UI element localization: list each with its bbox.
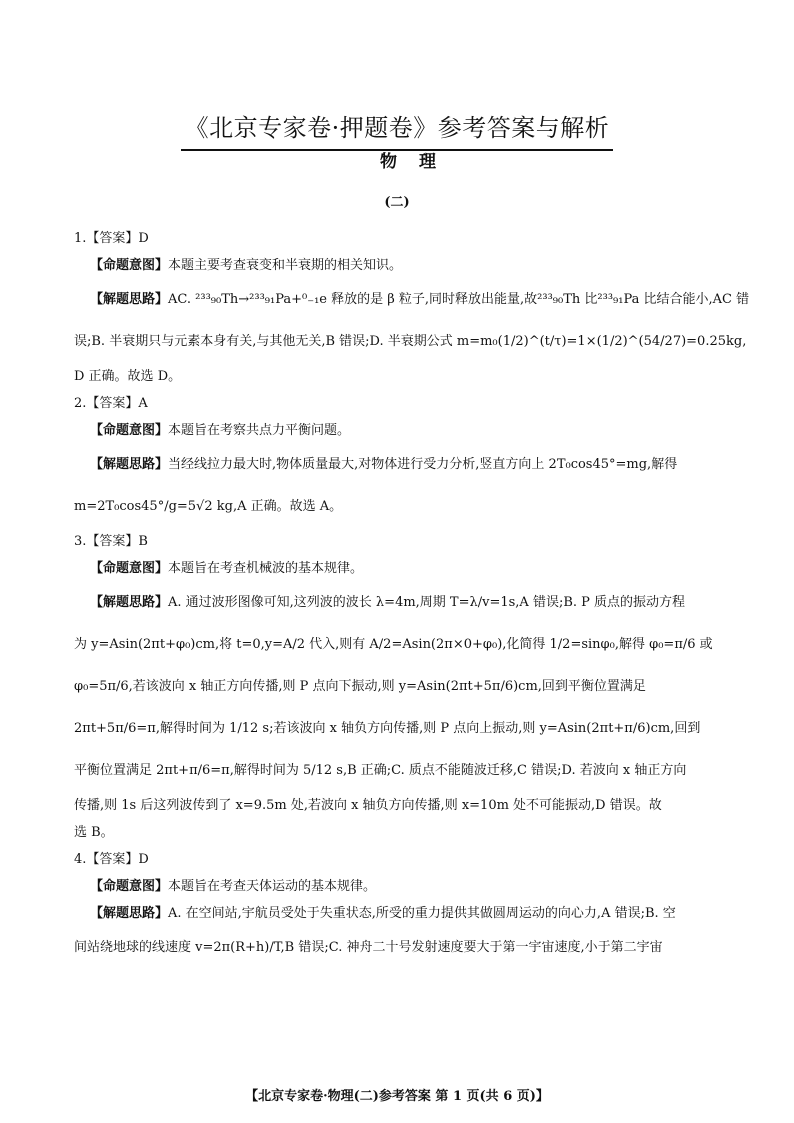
q4-idea-line-1: 【解题思路】A. 在空间站,宇航员受处于失重状态,所受的重力提供其做圆周运动的向心力,A 错误;B. 空	[90, 906, 676, 921]
q4-idea-line-2: 间站绕地球的线速度 v=2π(R+h)/T,B 错误;C. 神舟二十号发射速度要大于第一宇宙速度,小于第二宇宙	[74, 940, 663, 955]
q3-idea-line-1: 【解题思路】A. 通过波形图像可知,这列波的波长 λ=4m,周期 T=λ/v=1s,A 错误;B. P 质点的振动方程	[90, 595, 686, 610]
q2-intent-line: 【命题意图】本题旨在考察共点力平衡问题。	[90, 423, 351, 438]
q3-idea-line-4: 2πt+5π/6=π,解得时间为 1/12 s;若该波向 x 轴负方向传播,则 P 点向上振动,则 y=Asin(2πt+π/6)cm,回到	[74, 721, 701, 736]
answer-content	[74, 225, 750, 969]
document-title-text: 《北京专家卷·押题卷》参考答案与解析	[181, 108, 614, 151]
q1-idea-line-2: 误;B. 半衰期只与元素本身有关,与其他无关,B 错误;D. 半衰期公式 m=m₀(1/2)^(t/τ)=1×(1/2)^(54/27)=0.25kg,	[74, 334, 747, 349]
paper-number: (二)	[384, 195, 410, 210]
q3-idea-line-5: 平衡位置满足 2πt+π/6=π,解得时间为 5/12 s,B 正确;C. 质点不能随波迁移,C 错误;D. 若波向 x 轴正方向	[74, 763, 687, 778]
q3-idea-line-2: 为 y=Asin(2πt+φ₀)cm,将 t=0,y=A/2 代入,则有 A/2=Asin(2π×0+φ₀),化简得 1/2=sinφ₀,解得 φ₀=π/6 或	[74, 637, 713, 652]
q3-intent-line: 【命题意图】本题旨在考查机械波的基本规律。	[90, 561, 364, 576]
document-title	[0, 108, 794, 151]
q3-idea-line-3: φ₀=5π/6,若该波向 x 轴正方向传播,则 P 点向下振动,则 y=Asin(2πt+5π/6)cm,回到平衡位置满足	[74, 679, 646, 694]
page-footer: 【北京专家卷·物理(二)参考答案 第 1 页(共 6 页)】	[245, 1089, 549, 1104]
q2-idea-line-1: 【解题思路】当经线拉力最大时,物体质量最大,对物体进行受力分析,竖直方向上 2T₀cos45°=mg,解得	[90, 457, 678, 472]
q2-answer-line: 2.【答案】A	[74, 396, 148, 411]
q1-answer-line: 1.【答案】D	[74, 231, 149, 246]
q3-answer-line: 3.【答案】B	[74, 534, 148, 549]
q4-intent-line: 【命题意图】本题旨在考查天体运动的基本规律。	[90, 879, 377, 894]
q1-idea-line-1: 【解题思路】AC. ²³³₉₀Th→²³³₉₁Pa+⁰₋₁e 释放的是 β 粒子,同时释放出能量,故²³³₉₀Th 比²³³₉₁Pa 比结合能小,AC 错	[90, 292, 750, 307]
q3-idea-line-6: 传播,则 1s 后这列波传到了 x=9.5m 处,若波向 x 轴负方向传播,则 x=10m 处不可能振动,D 错误。故	[74, 798, 662, 813]
q1-intent-line: 【命题意图】本题主要考查衰变和半衰期的相关知识。	[90, 258, 403, 273]
q3-idea-line-7: 选 B。	[74, 825, 114, 840]
q4-answer-line: 4.【答案】D	[74, 852, 149, 867]
q2-idea-line-2: m=2T₀cos45°/g=5√2 kg,A 正确。故选 A。	[74, 499, 343, 514]
subject-heading: 物理	[380, 152, 458, 172]
q1-idea-line-3: D 正确。故选 D。	[74, 369, 182, 384]
